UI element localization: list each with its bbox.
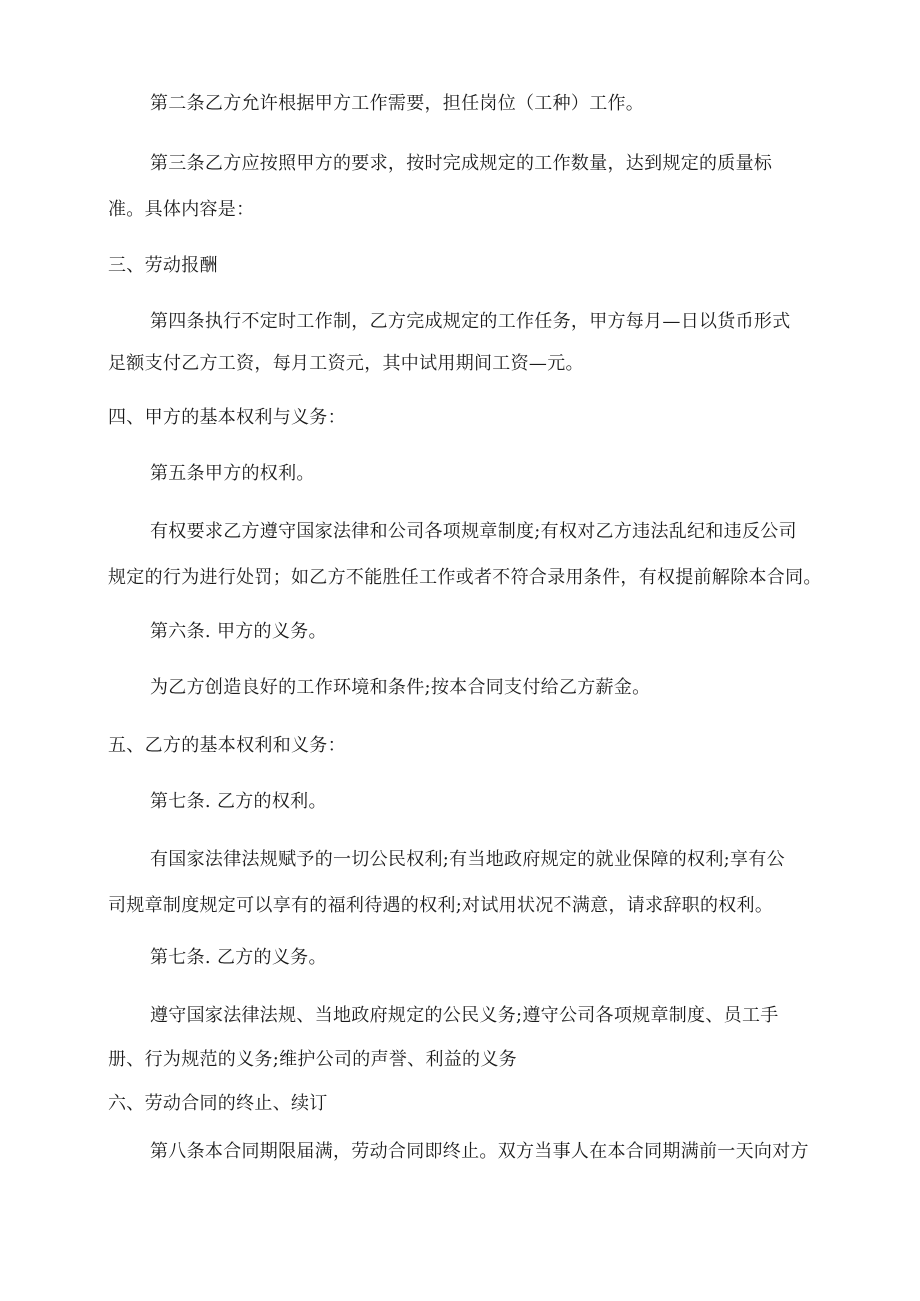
article-4-paragraph-line-2: 足额支付乙方工资，每月工资元，其中试用期间工资—元。	[108, 353, 584, 374]
article-6-heading: 第六条. 甲方的义务。	[150, 621, 327, 642]
section-5-heading: 五、乙方的基本权利和义务：	[108, 735, 346, 756]
article-7-duties-heading: 第七条. 乙方的义务。	[150, 947, 327, 968]
party-b-duties-line-2: 册、行为规范的义务;维护公司的声誉、利益的义务	[108, 1049, 517, 1070]
article-3-paragraph-line-1: 第三条乙方应按照甲方的要求，按时完成规定的工作数量，达到规定的质量标	[150, 153, 773, 174]
party-b-rights-line-2: 司规章制度规定可以享有的福利待遇的权利;对试用状况不满意，请求辞职的权利。	[108, 895, 774, 916]
party-a-rights-line-1: 有权要求乙方遵守国家法律和公司各项规章制度;有权对乙方违法乱纪和违反公司	[150, 521, 797, 542]
party-a-duties-paragraph: 为乙方创造良好的工作环境和条件;按本合同支付给乙方薪金。	[150, 677, 651, 698]
party-b-rights-line-1: 有国家法律法规赋予的一切公民权利;有当地政府规定的就业保障的权利;享有公	[150, 849, 785, 870]
article-8-paragraph-line-1: 第八条本合同期限届满，劳动合同即终止。双方当事人在本合同期满前一天向对方	[150, 1141, 809, 1162]
article-7-rights-heading: 第七条. 乙方的权利。	[150, 791, 327, 812]
section-3-heading: 三、劳动报酬	[108, 255, 218, 276]
party-b-duties-line-1: 遵守国家法律法规、当地政府规定的公民义务;遵守公司各项规章制度、员工手	[150, 1005, 779, 1026]
article-3-paragraph-line-2: 准。具体内容是：	[108, 199, 255, 220]
article-4-paragraph-line-1: 第四条执行不定时工作制，乙方完成规定的工作任务，甲方每月—日以货币形式	[150, 311, 791, 332]
article-5-heading: 第五条甲方的权利。	[150, 463, 315, 484]
section-6-heading: 六、劳动合同的终止、续订	[108, 1093, 328, 1114]
section-4-heading: 四、甲方的基本权利与义务：	[108, 407, 346, 428]
article-2-paragraph: 第二条乙方允许根据甲方工作需要，担任岗位（工种）工作。	[150, 93, 645, 114]
party-a-rights-line-2: 规定的行为进行处罚；如乙方不能胜任工作或者不符合录用条件，有权提前解除本合同。	[108, 567, 822, 588]
